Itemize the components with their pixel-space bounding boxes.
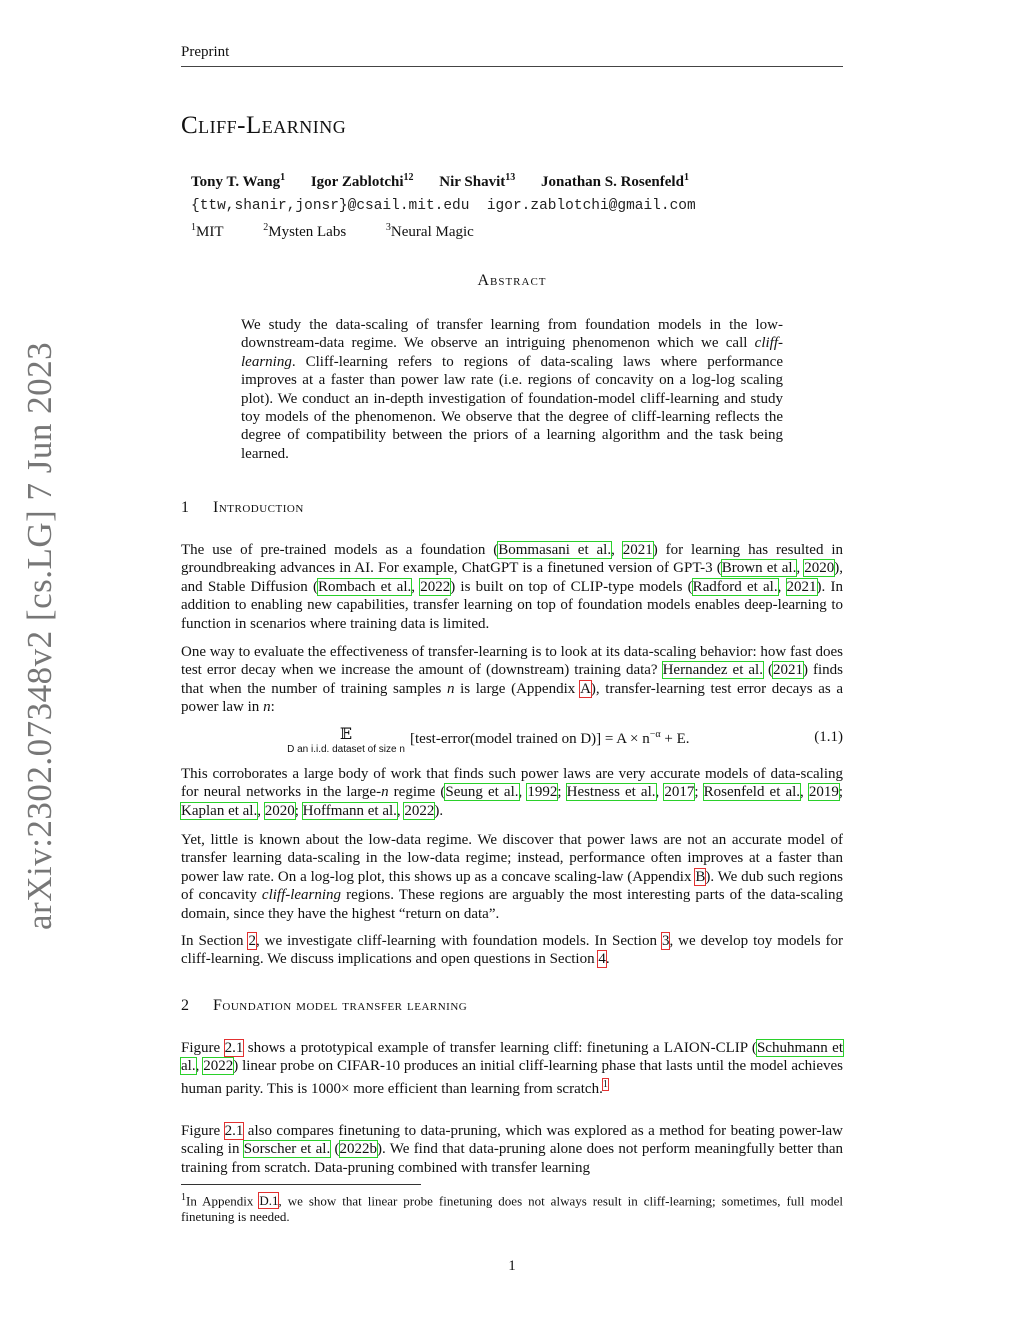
author-list xyxy=(191,172,711,191)
citation-link[interactable]: 2022 xyxy=(203,1058,234,1075)
section-link[interactable]: 3 xyxy=(661,933,670,949)
figure-link[interactable]: 2.1 xyxy=(224,1040,244,1056)
citation-link[interactable]: 2017 xyxy=(664,784,695,801)
citation-link[interactable]: 2022b xyxy=(339,1141,378,1158)
equation-number: (1.1) xyxy=(814,729,843,745)
affiliation: $^1$MIT xyxy=(191,222,224,240)
affiliations xyxy=(191,222,510,241)
citation-link[interactable]: Hernandez et al. xyxy=(662,662,763,679)
intro-paragraph-5: In Section 2, we investigate cliff-learning with foundation models. In Section 3, we develop toy models for cliff-learning. We discuss implications and open questions in Section 4. xyxy=(181,933,844,968)
citation-link[interactable]: Hestness et al. xyxy=(566,784,656,801)
paper-title: Cliff-Learning xyxy=(181,112,347,139)
equation-body: [test-error(model trained on $D)] = A \times n^{-\alpha} + E$. xyxy=(410,729,690,747)
citation-link[interactable]: 2021 xyxy=(622,542,653,558)
page-number: 1 xyxy=(508,1258,516,1274)
citation-link[interactable]: 2022 xyxy=(420,578,451,595)
citation-link[interactable]: 2022 xyxy=(404,802,435,819)
intro-paragraph-3: This corroborates a large body of work that finds such power laws are very accurate models of data-scaling for neural networks in the large-n regime (Seung et al., 1992; Hestness et al., 2017; Rosenfeld et al., 2019; Kaplan et al., 2020; Hoffmann et al., 2022). xyxy=(181,766,844,819)
citation-link[interactable]: Rosenfeld et al. xyxy=(703,784,801,801)
header-rule xyxy=(181,66,843,67)
citation-link[interactable]: Sorscher et al. xyxy=(243,1141,331,1158)
section-link[interactable]: 4 xyxy=(598,951,606,968)
figure-link[interactable]: 2.1 xyxy=(224,1123,244,1139)
citation-link[interactable]: Bommasani et al. xyxy=(498,542,612,558)
citation-link[interactable]: Rombach et al. xyxy=(317,578,412,595)
footnote: $^1$In Appendix D.1, we show that linear probe finetuning does not always result in cliff-learning; sometimes, full model finetuning is needed. xyxy=(181,1192,843,1225)
section-heading-introduction: 1 Introduction xyxy=(181,499,304,516)
citation-link[interactable]: 2020 xyxy=(264,802,295,819)
citation-link[interactable]: 2021 xyxy=(786,578,817,595)
author: Igor Zablotchi$^{12}$ xyxy=(310,172,414,190)
intro-paragraph-1: The use of pre-trained models as a foundation (Bommasani et al., 2021) for learning has resulted in groundbreaking advances in AI. For example, ChatGPT is a finetuned version of GPT-3 (Brown et al., 2020), and Stable Diffusion (Rombach et al., 2022) is built on top of CLIP-type models (Radford et al., 2021). In addition to enabling new capabilities, transfer learning on top of foundation models enables deep-learning to function in scenarios where training data is limited. xyxy=(181,542,844,632)
citation-link[interactable]: 2020 xyxy=(804,560,835,577)
author: Jonathan S. Rosenfeld$^1$ xyxy=(540,172,689,190)
citation-link[interactable]: Hoffmann et al. xyxy=(302,802,397,819)
expectation-operator: 𝔼 xyxy=(339,726,353,743)
running-header: Preprint xyxy=(181,44,230,60)
section2-paragraph-2: Figure 2.1 also compares finetuning to data-pruning, which was explored as a method for beating power-law scaling in Sorscher et al. (2022b). We find that data-pruning alone does not perform meaningfully better than training from scratch. Data-pruning combined with transfer learning xyxy=(181,1123,844,1176)
affiliation: $^3$Neural Magic xyxy=(385,222,474,240)
footnote-rule xyxy=(181,1184,421,1185)
email: {ttw,shanir,jonsr}@csail.mit.edu xyxy=(191,198,470,214)
author: Tony T. Wang$^1$ xyxy=(191,172,286,190)
citation-link[interactable]: Schuhmann et al. xyxy=(181,1040,843,1075)
footnote-marker[interactable]: 1 xyxy=(602,1078,608,1090)
intro-paragraph-2: One way to evaluate the effectiveness of transfer-learning is to look at its data-scaling behavior: how fast does test error decay when we increase the amount of (downstream) training data? Hernandez et al. (2021) finds that when the number of training samples n is large (Appendix A), transfer-learning test error decays as a power law in n: xyxy=(181,644,844,716)
arxiv-stamp: arXiv:2302.07348v2 [cs.LG] 7 Jun 2023 xyxy=(20,341,59,930)
citation-link[interactable]: Kaplan et al. xyxy=(181,802,258,819)
citation-link[interactable]: 2021 xyxy=(773,662,803,679)
section-heading-foundation: 2 Foundation model transfer learning xyxy=(181,997,468,1014)
appendix-link[interactable]: D.1 xyxy=(259,1193,279,1209)
intro-paragraph-4: Yet, little is known about the low-data regime. We discover that power laws are not an accurate model of transfer learning data-scaling in the low-data regime; instead, performance often improves at a faster than power law rate. On a log-log plot, this shows up as a concave scaling-law (Appendix B). We dub such regions of concavity cliff-learning regions. These regions are arguably the most interesting parts of the data-scaling domain, since they have the highest “return on data”. xyxy=(181,832,843,922)
author: Nir Shavit$^{13}$ xyxy=(439,172,516,190)
section-link[interactable]: 2 xyxy=(248,933,256,949)
affiliation: $^2$Mysten Labs xyxy=(263,222,347,240)
section2-paragraph-1: Figure 2.1 shows a prototypical example of transfer learning cliff: finetuning a LAION-CLIP (Schuhmann et al., 2022) linear probe on CIFAR-10 produces an initial cliff-learning phase that lasts until the model achieves human parity. This is 1000× more efficient than learning from scratch.$^1$ xyxy=(181,1040,844,1097)
citation-link[interactable]: Seung et al. xyxy=(445,784,519,801)
citation-link[interactable]: Radford et al. xyxy=(692,578,778,595)
appendix-link[interactable]: A xyxy=(580,680,591,697)
author-emails xyxy=(191,198,696,214)
expectation-subscript: D an i.i.d. dataset of size n xyxy=(287,744,405,755)
citation-link[interactable]: Brown et al. xyxy=(721,560,797,577)
citation-link[interactable]: 2019 xyxy=(808,784,839,801)
citation-link[interactable]: 1992 xyxy=(527,784,558,801)
email: igor.zablotchi@gmail.com xyxy=(486,198,696,214)
appendix-link[interactable]: B xyxy=(695,868,706,885)
abstract-heading: Abstract xyxy=(477,272,547,289)
equation-1-1 xyxy=(181,724,843,758)
abstract-body: We study the data-scaling of transfer learning from foundation models in the low-downstream-data regime. We observe an intriguing phenomenon which we call cliff-learning. Cliff-learning refers to regions of data-scaling laws where performance improves at a faster than power law rate (i.e. regions of concavity on a log-log scaling plot). We conduct an in-depth investigation of foundation-model cliff-learning and study toy models of the phenomenon. We observe that the degree of cliff-learning reflects the degree of compatibility between the priors of a learning algorithm and the task being learned. xyxy=(241,317,783,462)
